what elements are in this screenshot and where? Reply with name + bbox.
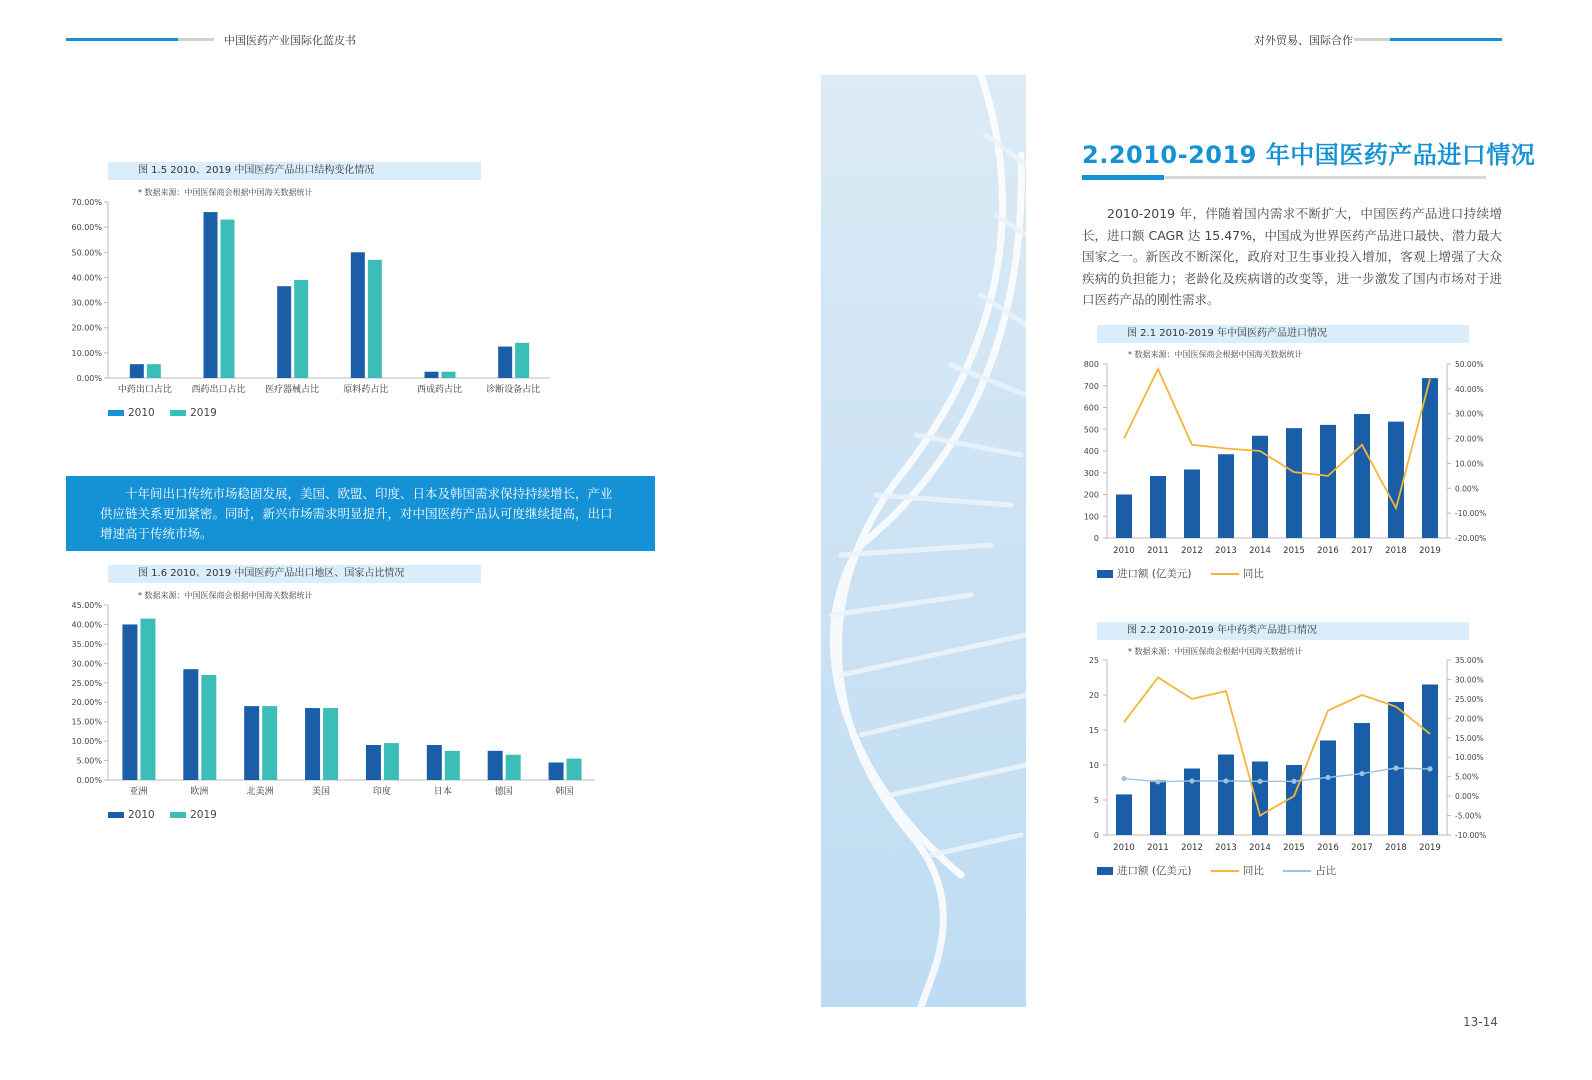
header-left-rule xyxy=(66,38,178,41)
bar-import xyxy=(1116,794,1132,835)
x-tick-label: 2012 xyxy=(1181,843,1203,853)
legend-item-import: 进口额 (亿美元) xyxy=(1097,568,1192,580)
right-tick-label: 0.00% xyxy=(1455,484,1479,494)
y-tick-label: 50.00% xyxy=(71,248,102,258)
x-tick-label: 2011 xyxy=(1147,843,1169,853)
right-tick-label: 0.00% xyxy=(1455,792,1479,802)
x-tick-label: 2019 xyxy=(1419,546,1441,556)
fig22-caption: 图 2.2 2010-2019 年中药类产品进口情况 xyxy=(1097,622,1469,640)
bar-2010 xyxy=(488,751,503,780)
bar-import xyxy=(1388,422,1404,538)
x-tick-label: 2018 xyxy=(1385,546,1407,556)
section-paragraph: 2010-2019 年，伴随着国内需求不断扩大，中国医药产品进口持续增长，进口额 CAGR 达 15.47%，中国成为世界医药产品进口最快、潜力最大国家之一。新医改不断深化，政府对卫生事业投入增加，客观上增强了大众疾病的负担能力；老龄化及疾病谱的改变等，进一步激发了国内市场对于进口医药产品的刚性需求。 xyxy=(1082,206,1503,307)
right-tick-label: 35.00% xyxy=(1455,656,1484,665)
fig21-caption: 图 2.1 2010-2019 年中国医药产品进口情况 xyxy=(1097,325,1469,343)
right-tick-label: 20.00% xyxy=(1455,434,1484,444)
x-tick-label: 2018 xyxy=(1385,843,1407,853)
y-tick-label: 25.00% xyxy=(71,678,102,688)
right-tick-label: 20.00% xyxy=(1455,714,1484,724)
y-tick-label: 35.00% xyxy=(71,639,102,649)
bar-2010 xyxy=(351,252,365,378)
left-tick-label: 100 xyxy=(1083,512,1099,522)
y-tick-label: 20.00% xyxy=(71,323,102,333)
point-share xyxy=(1257,779,1262,784)
x-tick-label: 美国 xyxy=(312,787,331,797)
bar-2010 xyxy=(130,364,144,378)
right-tick-label: 30.00% xyxy=(1455,675,1484,685)
left-tick-label: 5 xyxy=(1093,796,1099,805)
left-tick-label: 0 xyxy=(1093,534,1099,543)
x-tick-label: 2015 xyxy=(1283,843,1305,853)
bar-import xyxy=(1320,741,1336,836)
x-tick-label: 2013 xyxy=(1215,546,1237,556)
header-right-rule xyxy=(1390,38,1502,41)
bar-import xyxy=(1218,454,1234,538)
bar-2019 xyxy=(323,708,338,780)
x-tick-label: 印度 xyxy=(372,787,391,797)
fig21-chart xyxy=(1062,350,1502,560)
bar-2019 xyxy=(445,751,460,780)
legend-item-2019: 2019 xyxy=(170,809,217,821)
bar-2019 xyxy=(368,260,382,378)
x-tick-label: 欧洲 xyxy=(190,787,209,797)
x-tick-label: 亚洲 xyxy=(129,787,148,797)
fig22-chart xyxy=(1062,648,1502,858)
left-tick-label: 200 xyxy=(1083,490,1099,500)
right-tick-label: 40.00% xyxy=(1455,384,1484,394)
header-right-rule-gray xyxy=(1354,38,1390,41)
left-tick-label: 500 xyxy=(1083,425,1099,435)
fig15-legend xyxy=(108,407,217,419)
bar-2019 xyxy=(515,343,529,378)
bar-import xyxy=(1116,495,1132,539)
callout-text: 十年间出口传统市场稳固发展，美国、欧盟、印度、日本及韩国需求保持持续增长，产业供应链关系更加紧密。同时，新兴市场需求明显提升，对中国医药产品认可度继续提高，出口增速高于传统市场。 xyxy=(100,486,613,541)
right-tick-label: 15.00% xyxy=(1455,733,1484,743)
y-tick-label: 40.00% xyxy=(71,273,102,283)
bar-2010 xyxy=(549,763,564,781)
y-tick-label: 0.00% xyxy=(76,374,102,383)
x-tick-label: 西成药占比 xyxy=(416,385,463,395)
right-tick-label: -20.00% xyxy=(1455,534,1487,543)
bar-import xyxy=(1286,428,1302,538)
right-tick-label: -10.00% xyxy=(1455,509,1487,519)
point-share xyxy=(1155,779,1160,784)
point-share xyxy=(1427,766,1432,771)
bar-2019 xyxy=(140,619,155,780)
x-tick-label: 2010 xyxy=(1113,546,1135,556)
point-share xyxy=(1393,766,1398,771)
bar-2019 xyxy=(262,706,277,780)
y-tick-label: 10.00% xyxy=(71,348,102,358)
bar-2010 xyxy=(366,745,381,780)
bar-2010 xyxy=(425,372,439,378)
bar-2019 xyxy=(147,364,161,378)
y-tick-label: 45.00% xyxy=(71,601,102,610)
x-tick-label: 诊断设备占比 xyxy=(486,385,541,395)
header-left-rule-gray xyxy=(178,38,214,41)
y-tick-label: 60.00% xyxy=(71,223,102,233)
fig21-source: * 数据来源：中国医保商会根据中国海关数据统计 xyxy=(1128,350,1303,359)
page-number: 13-14 xyxy=(1463,1015,1498,1029)
bar-2010 xyxy=(244,706,259,780)
fig16-source: * 数据来源：中国医保商会根据中国海关数据统计 xyxy=(138,591,313,600)
bar-import xyxy=(1184,469,1200,538)
fig15-source: * 数据来源：中国医保商会根据中国海关数据统计 xyxy=(138,188,313,197)
x-tick-label: 2014 xyxy=(1249,546,1271,556)
fig21-legend xyxy=(1097,566,1264,581)
fig16-legend xyxy=(108,809,217,821)
line-share xyxy=(1124,768,1430,782)
x-tick-label: 2019 xyxy=(1419,843,1441,853)
fig15-caption: 图 1.5 2010、2019 中国医药产品出口结构变化情况 xyxy=(108,162,481,180)
right-tick-label: 10.00% xyxy=(1455,753,1484,763)
bar-2010 xyxy=(122,624,137,780)
section-title-rule xyxy=(1082,175,1164,180)
bar-2019 xyxy=(221,220,235,378)
right-tick-label: 30.00% xyxy=(1455,409,1484,419)
left-tick-label: 800 xyxy=(1083,360,1099,369)
x-tick-label: 2010 xyxy=(1113,843,1135,853)
legend-item-2010: 2010 xyxy=(108,407,155,419)
left-tick-label: 25 xyxy=(1088,656,1099,665)
legend-item-2010: 2010 xyxy=(108,809,155,821)
point-share xyxy=(1223,778,1228,783)
bar-2010 xyxy=(498,347,512,378)
header-left-title: 中国医药产业国际化蓝皮书 xyxy=(224,34,356,47)
x-tick-label: 2015 xyxy=(1283,546,1305,556)
fig15-chart xyxy=(60,195,560,400)
bar-import xyxy=(1422,685,1438,836)
right-tick-label: 10.00% xyxy=(1455,459,1484,469)
bar-import xyxy=(1354,414,1370,538)
y-tick-label: 20.00% xyxy=(71,698,102,708)
x-tick-label: 德国 xyxy=(494,787,513,797)
y-tick-label: 30.00% xyxy=(71,298,102,308)
fig16-chart xyxy=(60,597,605,802)
x-tick-label: 2014 xyxy=(1249,843,1271,853)
bar-2019 xyxy=(506,755,521,780)
bar-import xyxy=(1150,476,1166,538)
line-yoy xyxy=(1124,369,1430,508)
right-tick-label: -5.00% xyxy=(1455,811,1482,821)
bar-import xyxy=(1354,723,1370,835)
x-tick-label: 2013 xyxy=(1215,843,1237,853)
left-tick-label: 20 xyxy=(1088,691,1099,700)
bar-2019 xyxy=(384,743,399,780)
dna-image xyxy=(821,75,1026,1007)
right-tick-label: 50.00% xyxy=(1455,360,1484,369)
section-title-rule-gray xyxy=(1164,176,1486,179)
legend-item-2019: 2019 xyxy=(170,407,217,419)
y-tick-label: 70.00% xyxy=(71,198,102,207)
x-tick-label: 原料药占比 xyxy=(343,385,389,395)
x-tick-label: 西药出口占比 xyxy=(191,385,246,395)
x-tick-label: 日本 xyxy=(433,787,452,797)
point-share xyxy=(1359,771,1364,776)
point-share xyxy=(1121,776,1126,781)
legend-item-yoy: 同比 xyxy=(1211,865,1264,877)
bar-import xyxy=(1320,425,1336,538)
x-tick-label: 2016 xyxy=(1317,843,1339,853)
bar-2010 xyxy=(183,669,198,780)
x-tick-label: 2017 xyxy=(1351,843,1373,853)
point-share xyxy=(1325,775,1330,780)
bar-import xyxy=(1150,780,1166,835)
dna-helix-graphic xyxy=(821,75,1026,1007)
left-tick-label: 15 xyxy=(1088,726,1099,735)
x-tick-label: 2016 xyxy=(1317,546,1339,556)
y-tick-label: 0.00% xyxy=(76,776,102,785)
left-tick-label: 300 xyxy=(1083,468,1099,478)
bar-2019 xyxy=(442,372,456,378)
point-share xyxy=(1189,778,1194,783)
fig22-source: * 数据来源：中国医保商会根据中国海关数据统计 xyxy=(1128,647,1303,656)
right-tick-label: -10.00% xyxy=(1455,831,1487,840)
left-tick-label: 400 xyxy=(1083,447,1099,456)
x-tick-label: 北美洲 xyxy=(246,787,274,797)
fig22-legend xyxy=(1097,863,1336,878)
legend-item-share: 占比 xyxy=(1283,865,1336,877)
bar-2010 xyxy=(305,708,320,780)
left-tick-label: 10 xyxy=(1088,761,1099,770)
bar-import xyxy=(1218,755,1234,836)
x-tick-label: 2017 xyxy=(1351,546,1373,556)
bar-2010 xyxy=(204,212,218,378)
right-tick-label: 25.00% xyxy=(1455,694,1484,704)
point-share xyxy=(1291,779,1296,784)
y-tick-label: 5.00% xyxy=(76,756,102,766)
y-tick-label: 30.00% xyxy=(71,659,102,669)
y-tick-label: 10.00% xyxy=(71,737,102,747)
x-tick-label: 韩国 xyxy=(555,787,574,797)
x-tick-label: 中药出口占比 xyxy=(117,385,172,395)
callout-box xyxy=(66,476,655,551)
line-yoy xyxy=(1124,678,1430,816)
bar-2010 xyxy=(277,286,291,378)
bar-2010 xyxy=(427,745,442,780)
y-tick-label: 40.00% xyxy=(71,620,102,630)
legend-item-yoy: 同比 xyxy=(1211,568,1264,580)
left-tick-label: 600 xyxy=(1083,403,1099,413)
fig16-caption: 图 1.6 2010、2019 中国医药产品出口地区、国家占比情况 xyxy=(108,565,481,583)
section-title: 2.2010-2019 年中国医药产品进口情况 xyxy=(1082,141,1536,169)
left-tick-label: 700 xyxy=(1083,381,1099,391)
y-tick-label: 15.00% xyxy=(71,717,102,727)
left-tick-label: 0 xyxy=(1093,831,1099,840)
right-tick-label: 5.00% xyxy=(1455,772,1479,782)
x-tick-label: 2012 xyxy=(1181,546,1203,556)
bar-2019 xyxy=(567,759,582,780)
x-tick-label: 医疗器械占比 xyxy=(265,385,320,395)
header-right-title: 对外贸易、国际合作 xyxy=(1254,34,1353,47)
bar-2019 xyxy=(294,280,308,378)
x-tick-label: 2011 xyxy=(1147,546,1169,556)
bar-2019 xyxy=(201,675,216,780)
legend-item-import: 进口额 (亿美元) xyxy=(1097,865,1192,877)
